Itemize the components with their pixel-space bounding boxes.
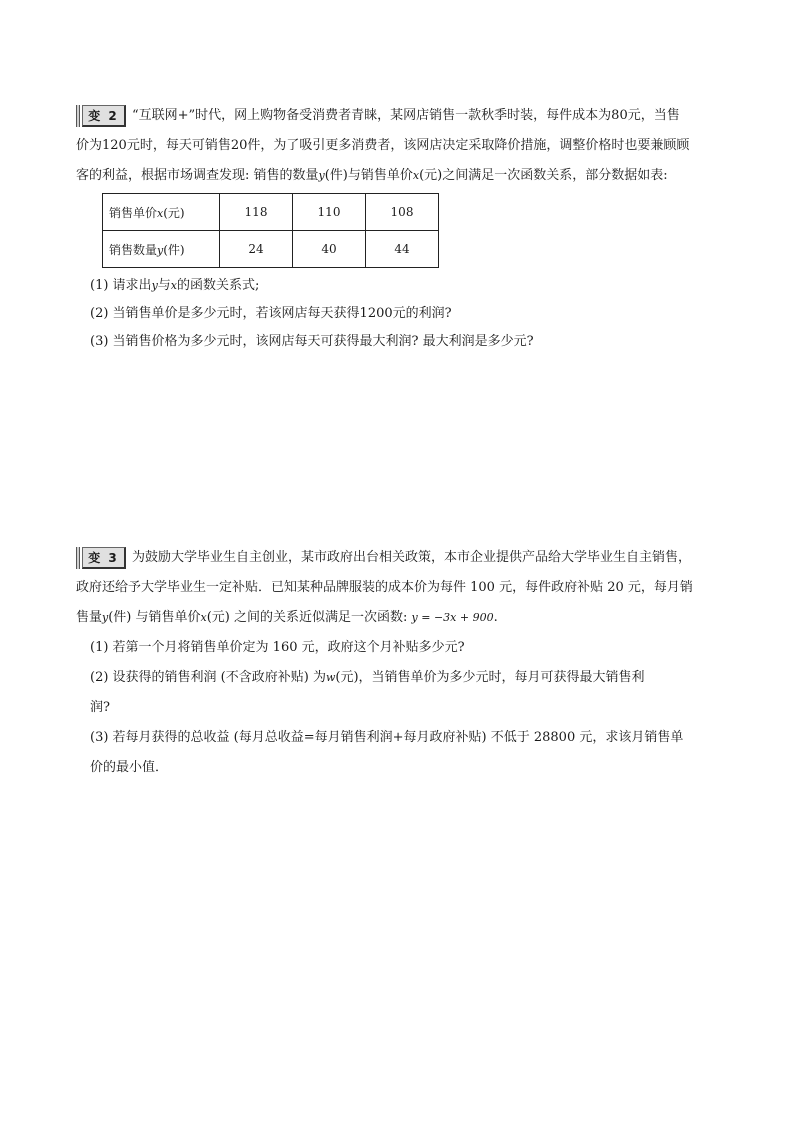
var-y: y xyxy=(318,169,325,182)
question-1: (1) 若第一个月将销售单价定为 160 元，政府这个月补贴多少元? xyxy=(90,640,465,655)
badge-bar xyxy=(76,105,80,127)
table-cell: 118 xyxy=(220,194,293,231)
problem-2-badge xyxy=(76,105,126,127)
var-x: x xyxy=(200,611,207,624)
badge-bar xyxy=(76,547,80,569)
table-cell: 24 xyxy=(220,231,293,268)
problem-2-text xyxy=(76,101,726,191)
question-3: (3) 当销售价格为多少元时，该网店每天可获得最大利润? 最大利润是多少元? xyxy=(90,334,534,349)
question-2: (2) 当销售单价是多少元时，若该网店每天获得1200元的利润? xyxy=(90,306,452,321)
problem-3-text: 变 3 为鼓励大学毕业生自主创业，某市政府出台相关政策，本市企业提供产品给大学毕业生自主销售， 政府还给予大学毕业生一定补贴．已知某种品牌服装的成本价为每件 100 元，每件政府补贴 20 元，每月销 售量y(件) 与销售单价x(元) 之间的关系近似满足一次函数: y = −3x + 900. xyxy=(76,543,726,633)
problem-3 xyxy=(76,543,726,783)
problem-2-line-3c: (元)之间满足一次函数关系，部分数据如表: xyxy=(419,168,668,183)
table-row xyxy=(103,194,439,231)
problem-2-line-3b: (件)与销售单价 xyxy=(324,168,413,183)
table-header-price: 销售单价x(元) xyxy=(103,194,220,231)
table-cell: 44 xyxy=(366,231,439,268)
problem-3-badge xyxy=(76,547,126,569)
var-y: y xyxy=(102,611,109,624)
badge-label: 变 3 xyxy=(82,547,126,569)
question-3: (3) 若每月获得的总收益 (每月总收益=每月销售利润+每月政府补贴) 不低于 28800 元，求该月销售单 价的最小值． xyxy=(90,730,684,775)
badge-label: 变 2 xyxy=(82,105,126,127)
formula: y = −3x + 900 xyxy=(411,611,494,624)
table-cell: 40 xyxy=(293,231,366,268)
var-x: x xyxy=(412,169,420,182)
question-1: (1) 请求出y与x的函数关系式; xyxy=(90,278,260,293)
problem-2-line-2: 价为120元时，每天可销售20件，为了吸引更多消费者，该网店决定采取降价措施，调整价格时也要兼顾顾 xyxy=(76,138,690,153)
problem-2-line-3a: 客的利益，根据市场调查发现: 销售的数量 xyxy=(76,168,319,183)
table-cell: 110 xyxy=(293,194,366,231)
table-cell: 108 xyxy=(366,194,439,231)
table-row xyxy=(103,231,439,268)
problem-2-line-1: “互联网+”时代，网上购物备受消费者青睐，某网店销售一款秋季时装，每件成本为80元，当售 xyxy=(132,108,680,123)
data-table xyxy=(102,193,439,268)
problem-2 xyxy=(76,101,726,356)
problem-3-line-1: 为鼓励大学毕业生自主创业，某市政府出台相关政策，本市企业提供产品给大学毕业生自主销售， xyxy=(132,550,692,565)
question-2: (2) 设获得的销售利润 (不含政府补贴) 为w(元)，当销售单价为多少元时，每月可获得最大销售利 润? xyxy=(90,670,645,715)
problem-3-line-2: 政府还给予大学毕业生一定补贴．已知某种品牌服装的成本价为每件 100 元，每件政府补贴 20 元，每月销 xyxy=(76,580,693,595)
table-header-quantity: 销售数量y(件) xyxy=(103,231,220,268)
